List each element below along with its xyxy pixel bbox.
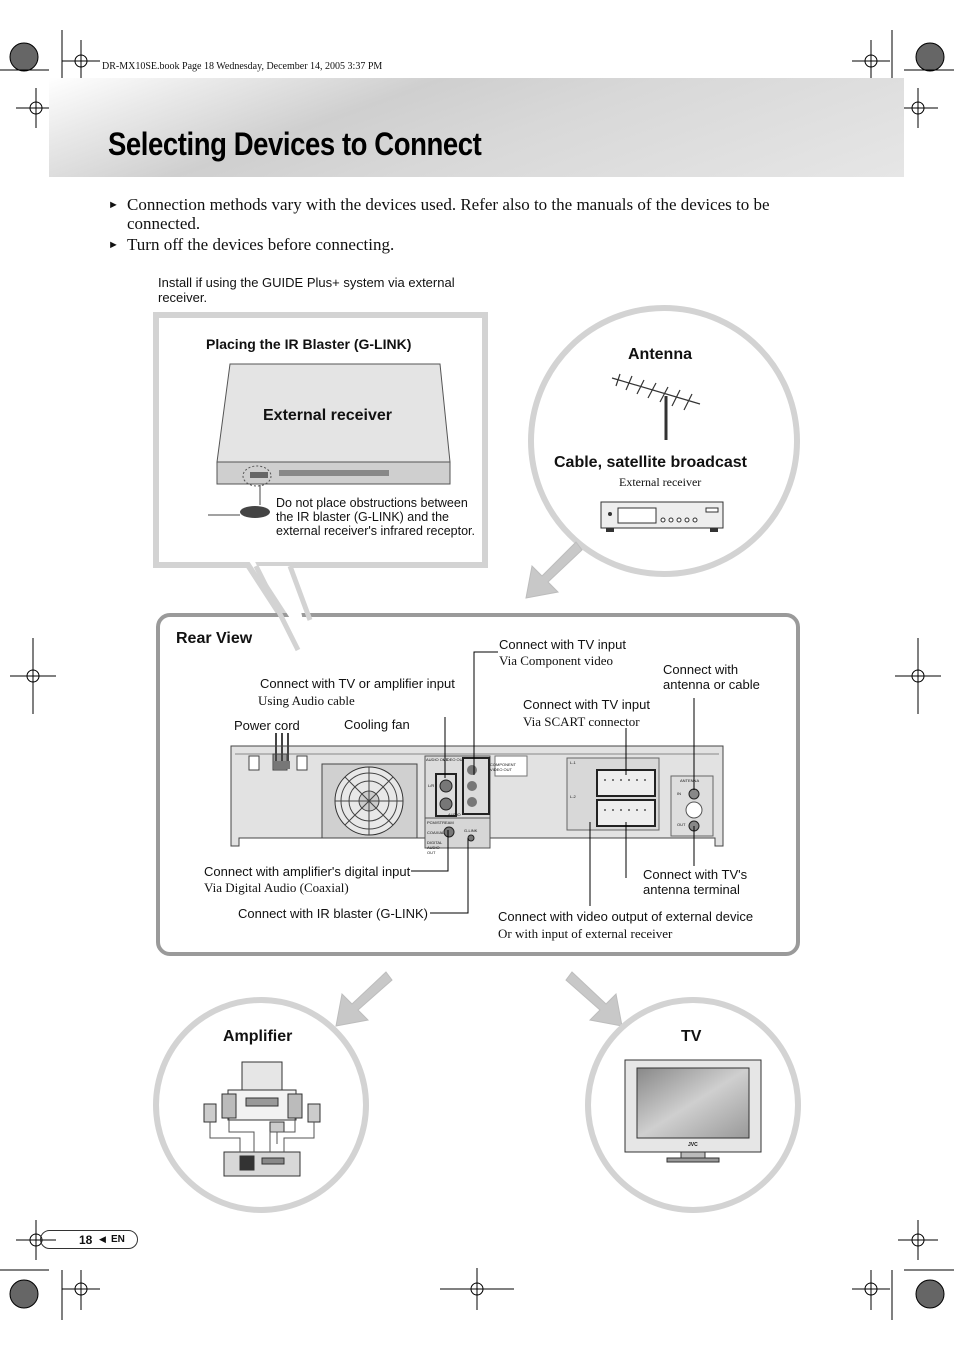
page-title: Selecting Devices to Connect	[108, 126, 482, 162]
amplifier-label: Amplifier	[223, 1028, 293, 1045]
callout-ir-blaster: Connect with IR blaster (G-LINK)	[238, 906, 429, 921]
panel-label-antenna: ANTENNA	[680, 778, 700, 783]
bullet-arrow-icon: ►	[108, 199, 119, 211]
panel-label-out: OUT	[677, 822, 686, 827]
panel-label-g-link: G-LINK	[464, 828, 478, 833]
file-info-header: DR-MX10SE.book Page 18 Wednesday, December 14, 2005 3:37 PM	[102, 61, 383, 72]
callout-tv-antenna: Connect with TV's antenna terminal	[643, 867, 748, 897]
callout-digital-input: Connect with amplifier's digital input	[204, 864, 411, 879]
cable-satellite-label: Cable, satellite broadcast	[554, 454, 747, 471]
page-number-badge	[40, 1230, 138, 1249]
callout-tv-amp-input: Connect with TV or amplifier input	[260, 676, 455, 691]
callout-ext-video-sub: Or with input of external receiver	[498, 926, 673, 941]
panel-label-audio-out: AUDIO OUT	[426, 757, 449, 762]
callout-tv-component: Connect with TV input	[499, 637, 626, 652]
callout-digital-input-sub: Via Digital Audio (Coaxial)	[204, 880, 349, 895]
ir-heading: Placing the IR Blaster (G-LINK)	[206, 336, 412, 352]
panel-label-l2: L-2	[570, 794, 576, 799]
callout-tv-amp-input-sub: Using Audio cable	[258, 693, 355, 708]
language-label: EN	[111, 1234, 125, 1245]
page-arrow-icon: ◀	[99, 1234, 106, 1244]
panel-label-component: COMPONENT VIDEO OUT	[490, 762, 516, 772]
bullet-text: Connection methods vary with the devices used. Refer also to the manuals of the devices to be connected.	[127, 195, 770, 233]
page-number: 18	[79, 1233, 93, 1247]
panel-label-lr: L/R	[428, 783, 435, 788]
tv-illustration	[623, 1058, 765, 1166]
tv-label: TV	[681, 1028, 702, 1045]
panel-label-coaxial: COAXIAL	[427, 830, 445, 835]
ir-warning-text: Do not place obstructions between the IR blaster (G-LINK) and the external receiver's infrared receptor.	[276, 496, 476, 538]
panel-label-video-out: VIDEO OUT	[443, 757, 466, 762]
panel-label-digital: DIGITAL AUDIO OUT	[427, 840, 443, 855]
panel-label-in: IN	[677, 791, 681, 796]
panel-label-pcm: PCM/STREAM	[427, 820, 454, 825]
bullet-text: Turn off the devices before connecting.	[127, 235, 395, 254]
callout-tv-scart: Connect with TV input	[523, 697, 650, 712]
callout-antenna-cable: Connect with antenna or cable	[663, 662, 760, 692]
panel-label-l1: L-1	[570, 760, 576, 765]
bullet-arrow-icon: ►	[108, 239, 119, 251]
install-note: Install if using the GUIDE Plus+ system via external receiver.	[158, 275, 455, 305]
panel-label-audio: AUDIO	[448, 812, 461, 817]
callout-tv-component-sub: Via Component video	[499, 653, 614, 668]
external-receiver-label: External receiver	[263, 407, 392, 424]
antenna-label: Antenna	[628, 346, 692, 363]
callout-tv-scart-sub: Via SCART connector	[523, 714, 640, 729]
cable-receiver-label: External receiver	[619, 475, 702, 489]
callout-cooling-fan: Cooling fan	[344, 717, 410, 732]
callout-power-cord: Power cord	[234, 718, 300, 733]
amplifier-system-illustration	[200, 1060, 326, 1178]
tv-brand-label: JVC	[688, 1142, 698, 1148]
callout-ext-video: Connect with video output of external device	[498, 909, 754, 924]
rear-view-heading: Rear View	[176, 630, 253, 647]
